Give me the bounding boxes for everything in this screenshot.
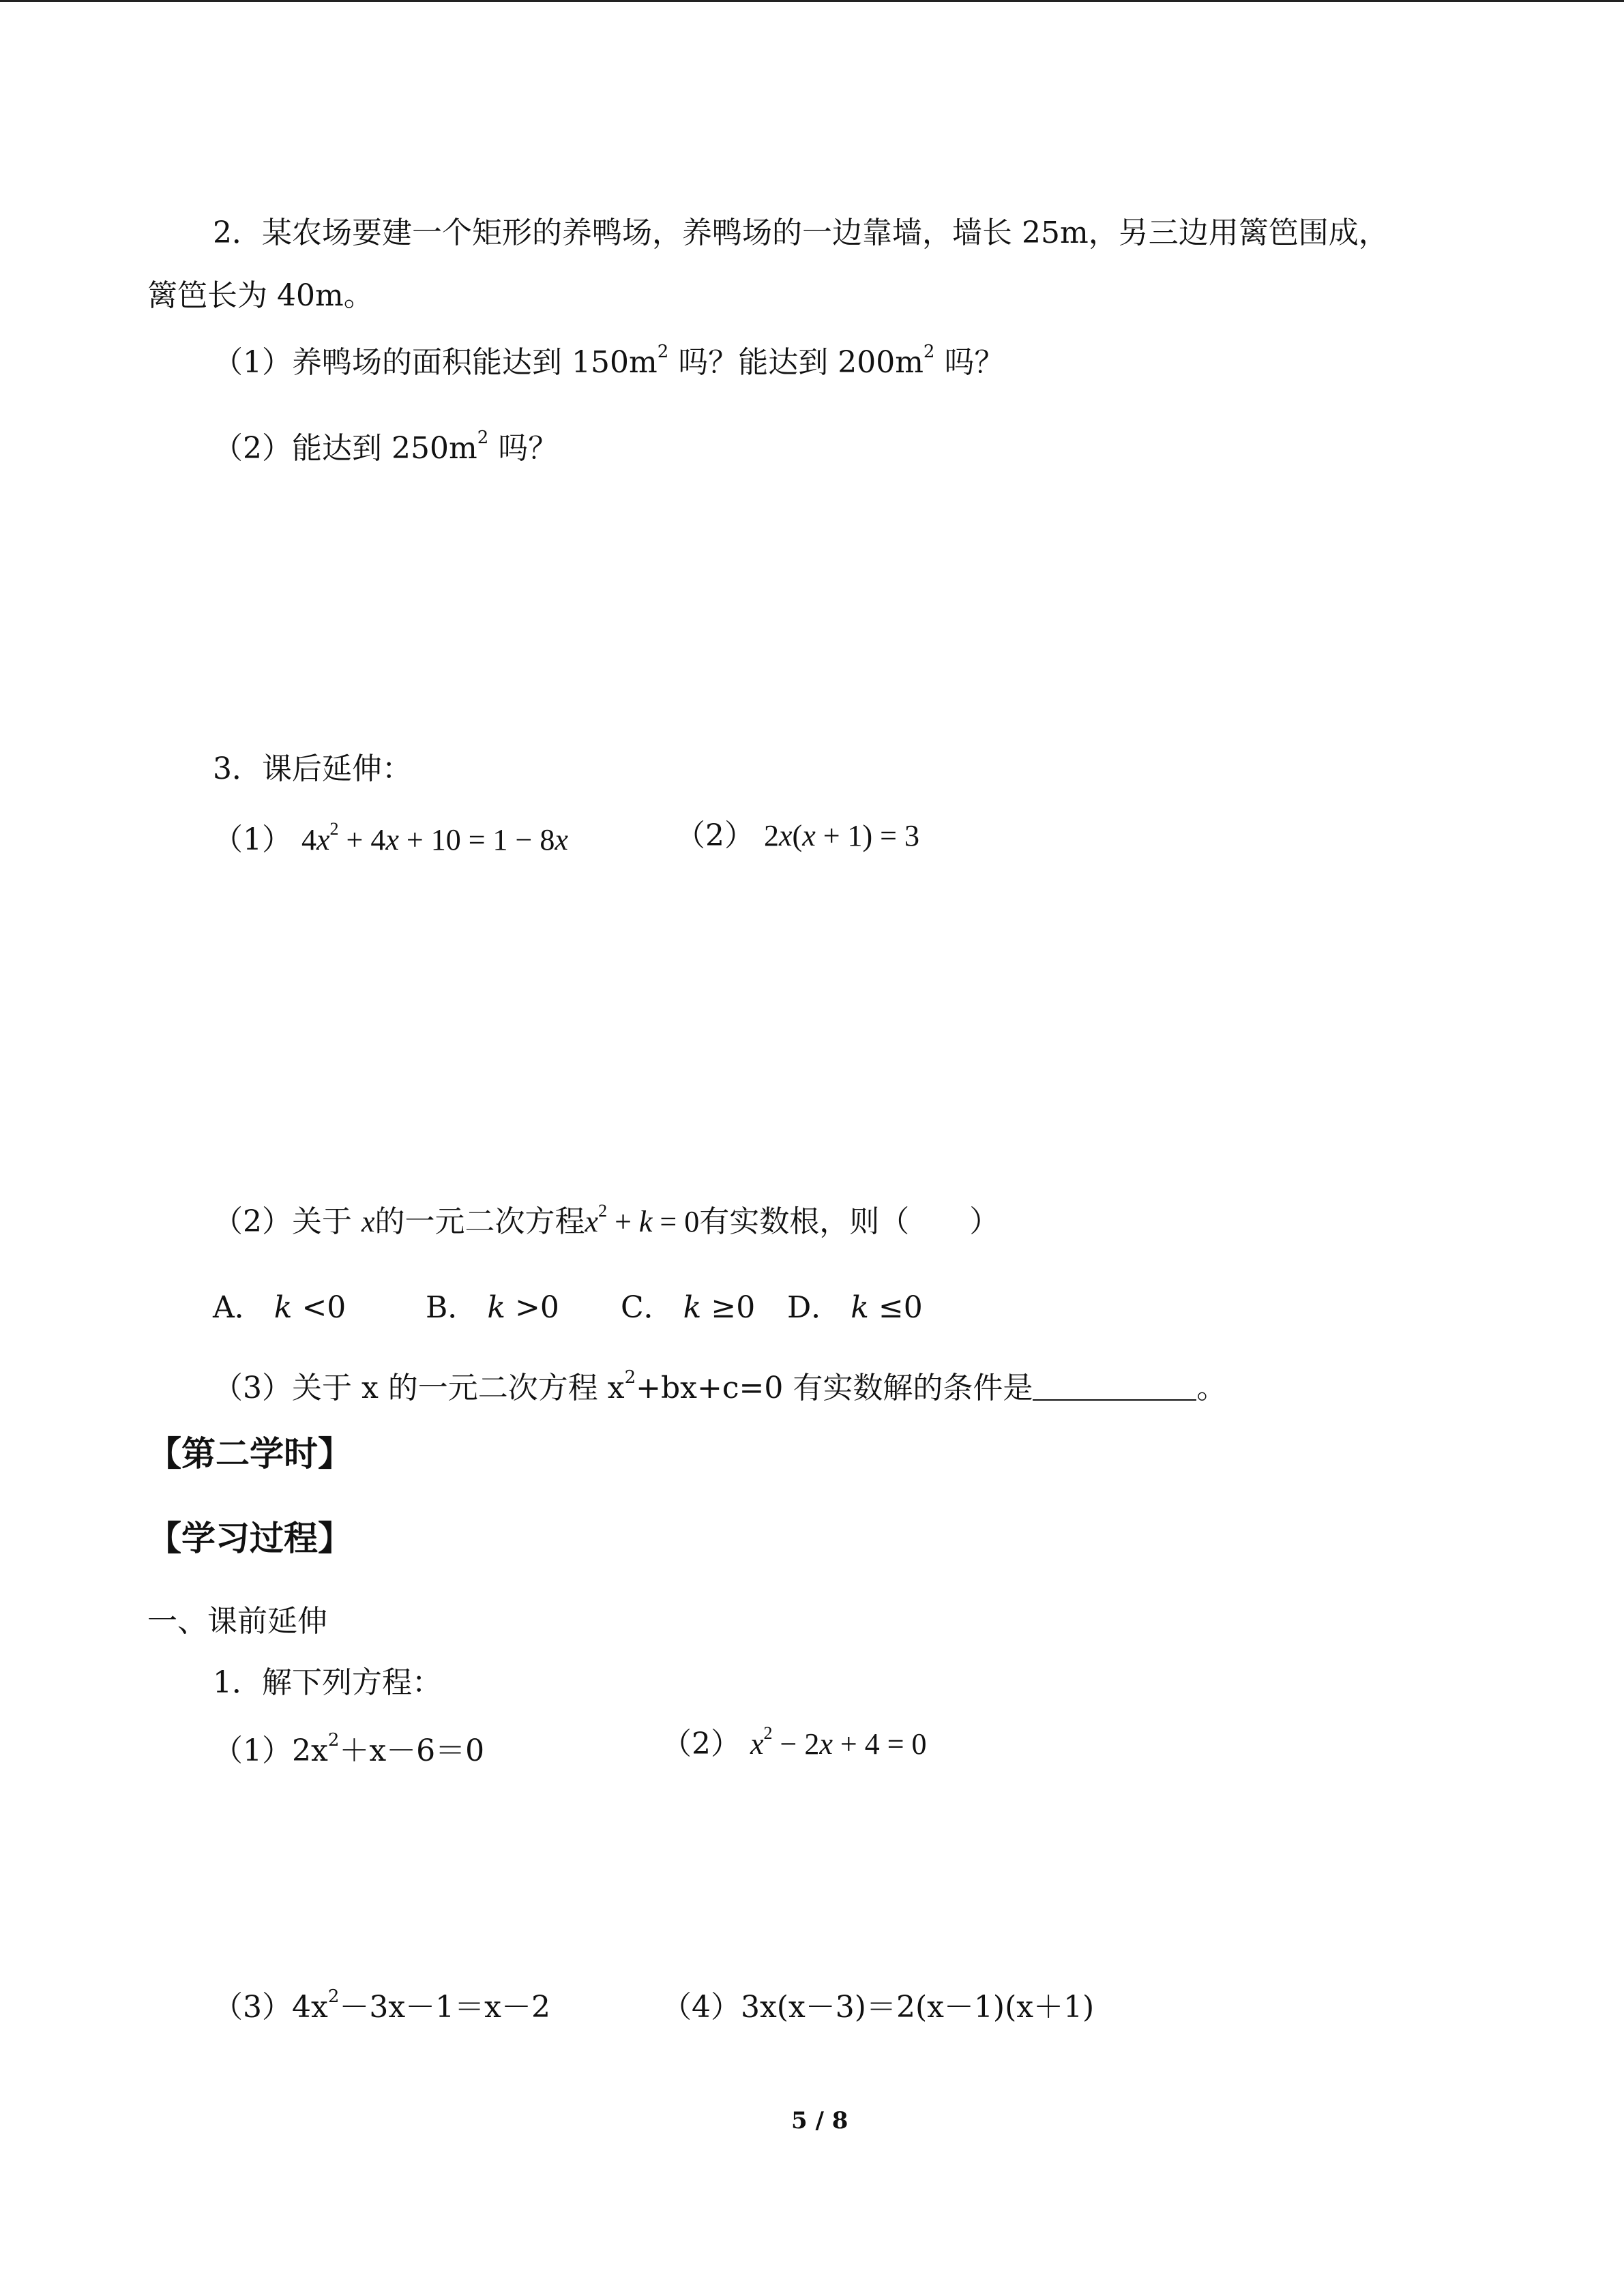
- s1-eq3-b: －3x－1＝x－2: [339, 1990, 550, 2025]
- option-c-label: C．: [621, 1290, 674, 1325]
- q3-sub3-mid: +bx+c=0 有实数解的条件是: [636, 1371, 1033, 1405]
- q3-sub2-suffix: 有实数根，则（ ）: [699, 1204, 1000, 1239]
- option-c-var: k: [683, 1290, 702, 1325]
- q3-sub3-prefix: （3）关于 x 的一元二次方程 x: [213, 1371, 625, 1405]
- q3-option-d: [787, 1289, 923, 1327]
- option-a-rel: <0: [292, 1290, 346, 1325]
- option-d-var: k: [851, 1290, 869, 1325]
- s1-eq3-a: 4x: [292, 1990, 328, 2025]
- s1-eq4-math: 3x(x－3)＝2(x－1)(x＋1): [741, 1990, 1095, 2025]
- heading-learning-process: 【学习过程】: [147, 1518, 352, 1558]
- option-a-label: A．: [213, 1290, 265, 1325]
- q3-eq2-math: 2x(x + 1) = 3: [764, 819, 919, 852]
- s1-eq2-label: （2）: [662, 1727, 741, 1761]
- q2-text-line1: 2．某农场要建一个矩形的养鸭场，养鸭场的一边靠墙，墙长 25m，另三边用篱笆围成，: [213, 215, 1389, 250]
- q2-part1-prefix: （1）养鸭场的面积能达到 150m: [213, 345, 658, 380]
- q3-sub2-prefix: （2）关于: [213, 1204, 352, 1239]
- option-b-label: B．: [426, 1290, 478, 1325]
- q2-part1-sup-b: 2: [923, 342, 935, 362]
- section1-title: 一、课前延伸: [147, 1604, 327, 1639]
- q3-option-a: [213, 1289, 346, 1327]
- q3-equation-2: [675, 817, 919, 855]
- q3-equation-1: [213, 821, 568, 859]
- option-b-var: k: [487, 1290, 506, 1325]
- q2-part1-mid: 吗？能达到 200m: [668, 345, 924, 380]
- q3-sub3-sup: 2: [624, 1367, 636, 1388]
- q3-title: 3．课后延伸：: [213, 751, 412, 786]
- q2-part2-prefix: （2）能达到 250m: [213, 431, 477, 466]
- s1-eq4-label: （4）: [662, 1990, 741, 2025]
- q3-sub2: [213, 1203, 999, 1241]
- q3-option-b: [426, 1289, 559, 1327]
- q3-sub2-equation: $x^2 + k = 0$: [585, 1201, 700, 1238]
- q2-part1: [213, 344, 1004, 382]
- answer-blank[interactable]: [1033, 1372, 1196, 1401]
- section1-q1-title: 1．解下列方程：: [213, 1665, 442, 1700]
- q2-part2-sup: 2: [477, 428, 489, 448]
- q2-part1-suffix: 吗？: [934, 345, 1005, 380]
- option-c-rel: ≥0: [701, 1290, 756, 1325]
- section1-eq3: [213, 1988, 550, 2027]
- q3-eq1-label: （1）: [213, 822, 292, 857]
- q2-part2: [213, 430, 558, 468]
- s1-eq1-b: ＋x－6＝0: [339, 1733, 485, 1768]
- page-number: 5 / 8: [791, 2107, 848, 2134]
- q2-part2-suffix: 吗？: [488, 431, 559, 466]
- option-d-label: D．: [787, 1290, 842, 1325]
- s1-eq2-math: $x^2 - 2x + 4 = 0$: [750, 1723, 927, 1761]
- q3-sub3-suffix: 。: [1196, 1371, 1227, 1405]
- q3-sub3: [213, 1369, 1226, 1407]
- q2-part1-sup-a: 2: [657, 342, 669, 362]
- q3-option-c: [621, 1289, 755, 1327]
- section1-eq1: [213, 1732, 484, 1770]
- q3-eq1-math: $4x^2 + 4x + 10 = 1 - 8x$: [301, 819, 568, 856]
- q2-text-line2: 篱笆长为 40m。: [147, 278, 374, 313]
- section1-eq4: [662, 1988, 1094, 2027]
- q3-sub2-mid: 的一元二次方程: [374, 1204, 585, 1239]
- option-b-rel: >0: [505, 1290, 559, 1325]
- s1-eq3-sup: 2: [327, 1986, 340, 2007]
- section1-eq2: [662, 1725, 927, 1763]
- option-d-rel: ≤0: [868, 1290, 923, 1325]
- s1-eq3-label: （3）: [213, 1990, 292, 2025]
- q3-eq2-label: （2）: [675, 818, 754, 853]
- q3-sub2-var: x: [361, 1205, 375, 1238]
- page-top-border: [0, 0, 1624, 2]
- option-a-var: k: [274, 1290, 293, 1325]
- s1-eq1-sup: 2: [327, 1730, 340, 1750]
- s1-eq1-label: （1）: [213, 1733, 292, 1768]
- s1-eq1-a: 2x: [292, 1733, 328, 1768]
- heading-second-period: 【第二学时】: [147, 1433, 352, 1474]
